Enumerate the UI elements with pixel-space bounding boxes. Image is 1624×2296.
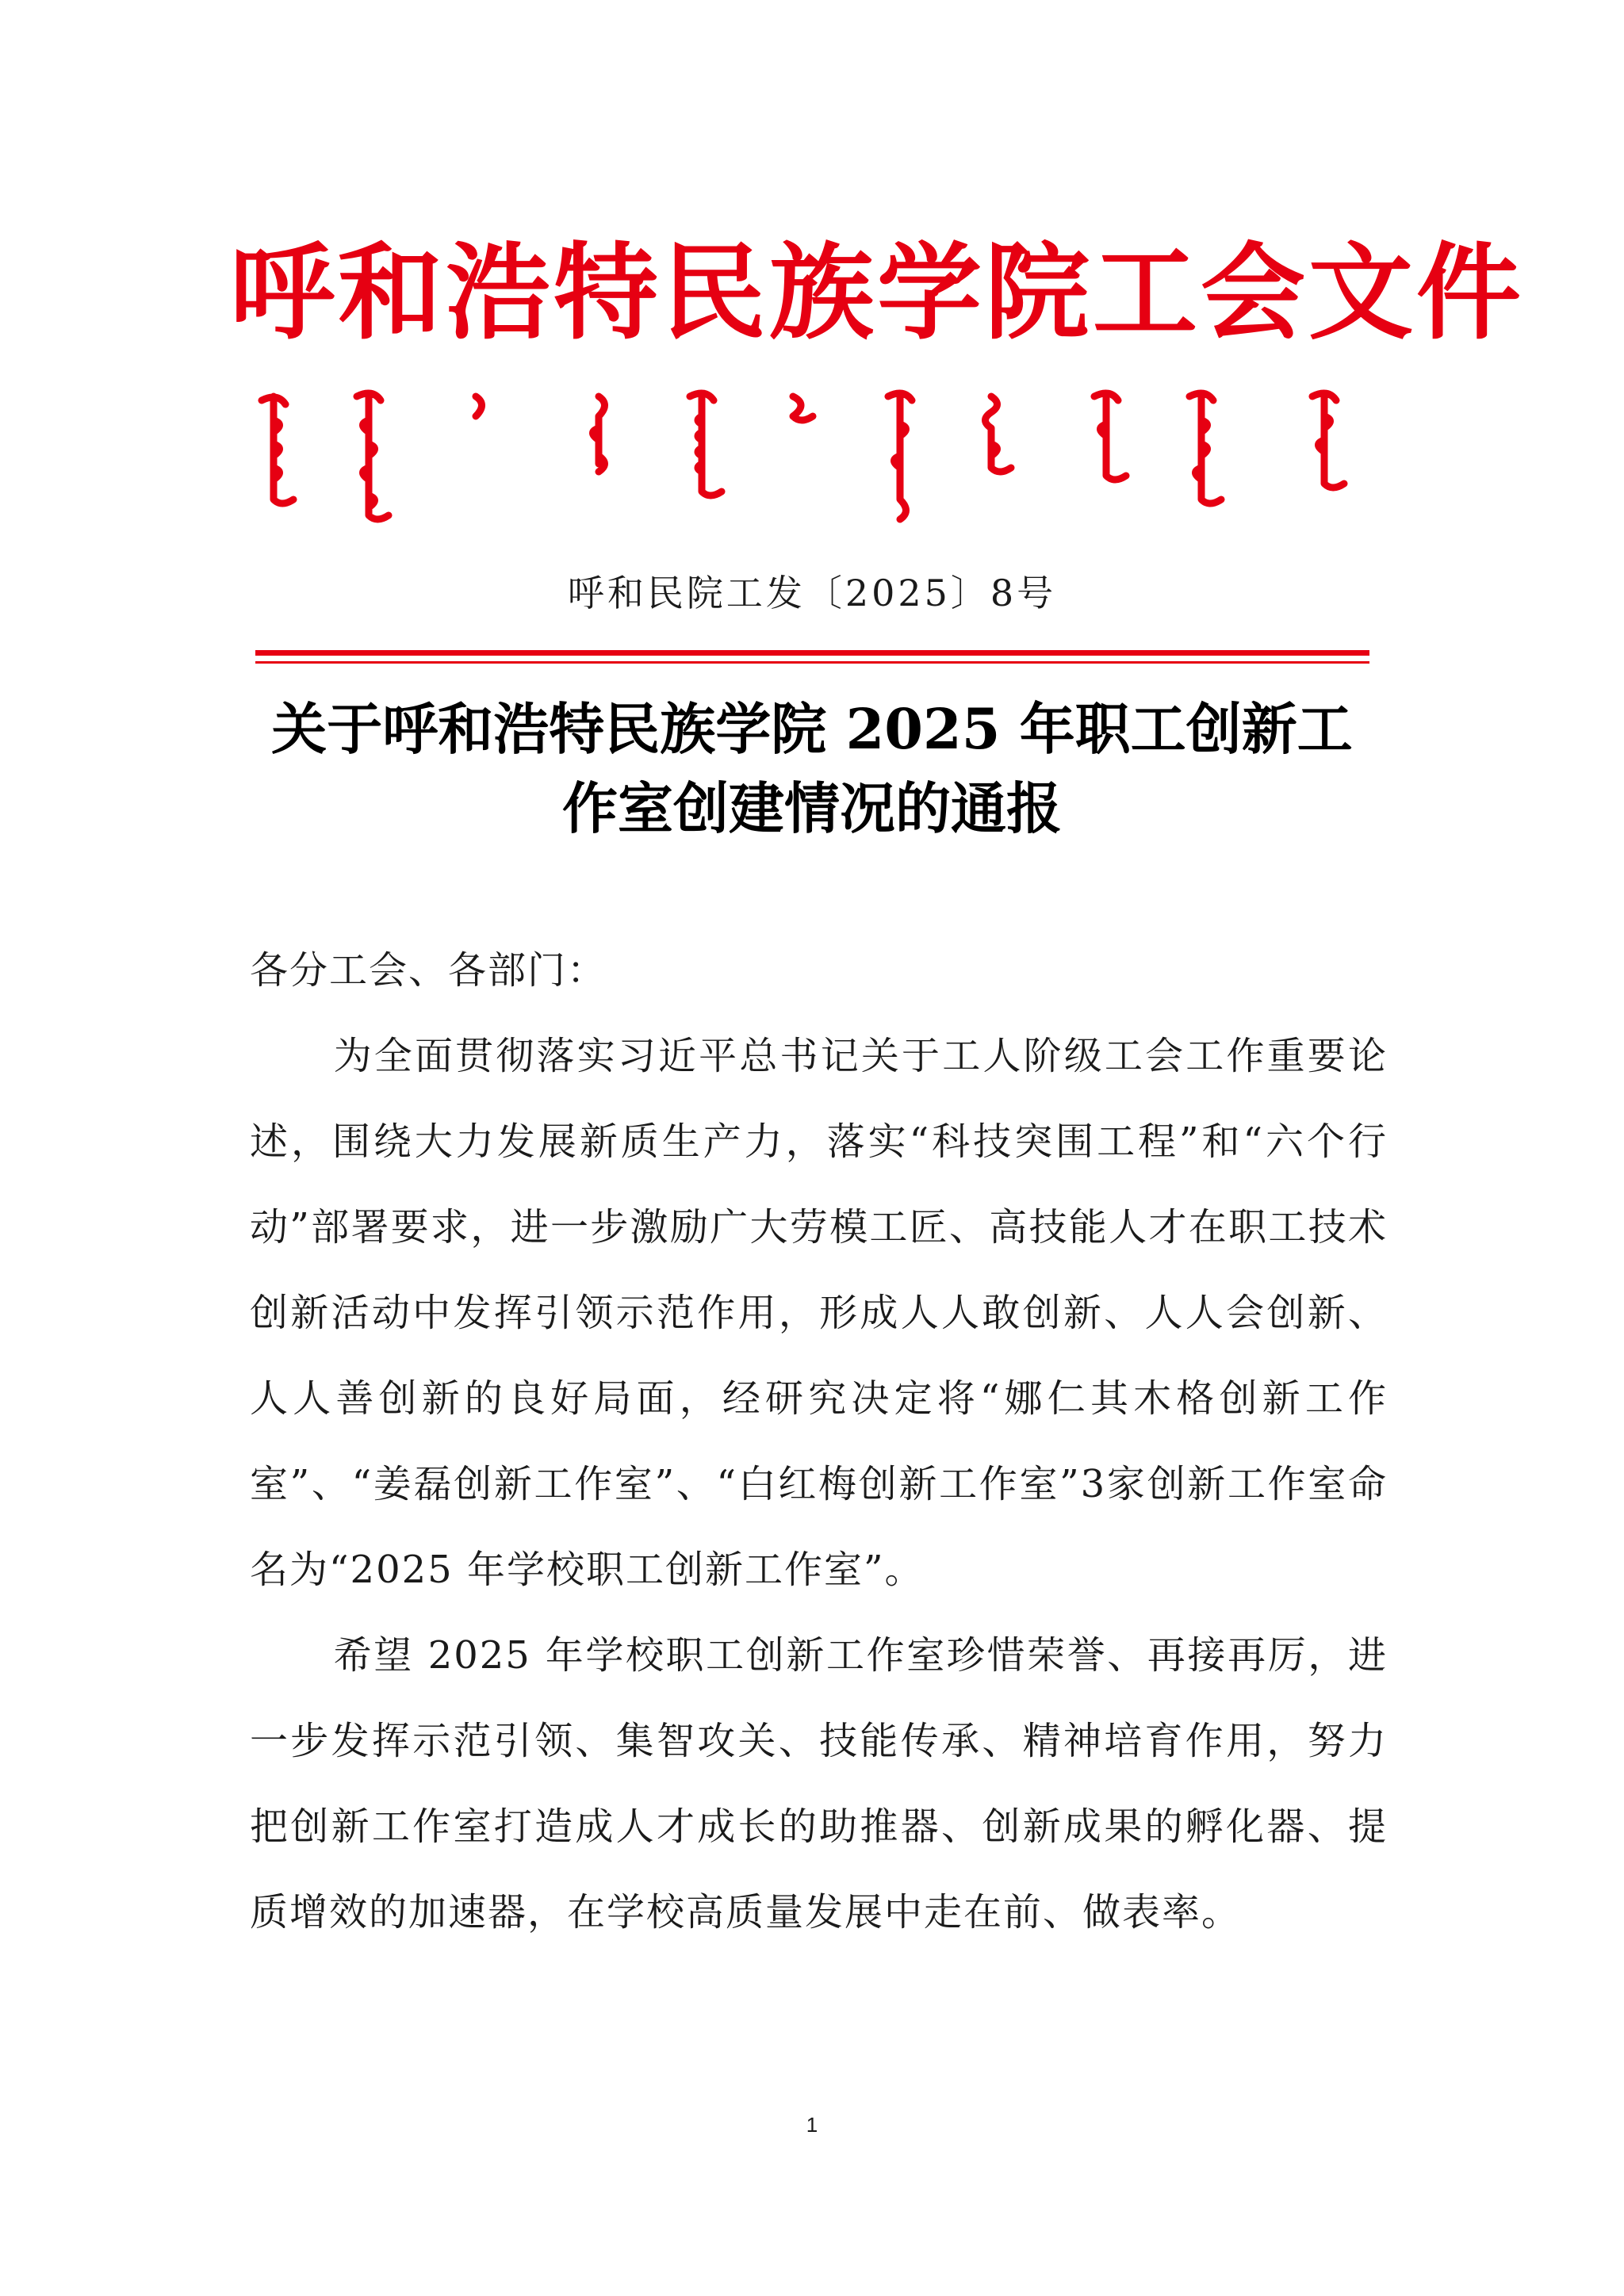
page-number: 1 bbox=[806, 2113, 818, 2137]
paragraph-1: 为全面贯彻落实习近平总书记关于工人阶级工会工作重要论述，围绕大力发展新质生产力，落实“科技突围工程”和“六个行动”部署要求，进一步激励广大劳模工匠、高技能人才在职工技术创新活动中发挥引领示范作用，形成人人敢创新、人人会创新、人人善创新的良好局面，经研究决定将“娜仁其木格创新工作室”、“姜磊创新工作室”、“白红梅创新工作室”3家创新工作室命名为“2025 年学校职工创新工作室”。 bbox=[250, 1034, 1388, 1592]
mongolian-script-title bbox=[238, 381, 1380, 531]
document-title-line-1: 关于呼和浩特民族学院 2025 年职工创新工 bbox=[271, 696, 1353, 762]
document-body bbox=[250, 928, 1388, 1955]
paragraph-2: 希望 2025 年学校职工创新工作室珍惜荣誉、再接再厉，进一步发挥示范引领、集智攻关、技能传承、精神培育作用，努力把创新工作室打造成人才成长的助推器、创新成果的孵化器、提质增效的加速器，在学校高质量发展中走在前、做表率。 bbox=[250, 1633, 1388, 1934]
red-divider-thick bbox=[255, 650, 1369, 656]
document-title-line-2: 作室创建情况的通报 bbox=[562, 775, 1062, 841]
document-number: 呼和民院工发〔2025〕8号 bbox=[567, 572, 1057, 614]
header-title: 呼和浩特民族学院工会文件 bbox=[230, 232, 1524, 354]
salutation: 各分工会、各部门： bbox=[250, 948, 607, 993]
red-divider-thin bbox=[255, 661, 1369, 664]
document-title bbox=[238, 690, 1386, 848]
